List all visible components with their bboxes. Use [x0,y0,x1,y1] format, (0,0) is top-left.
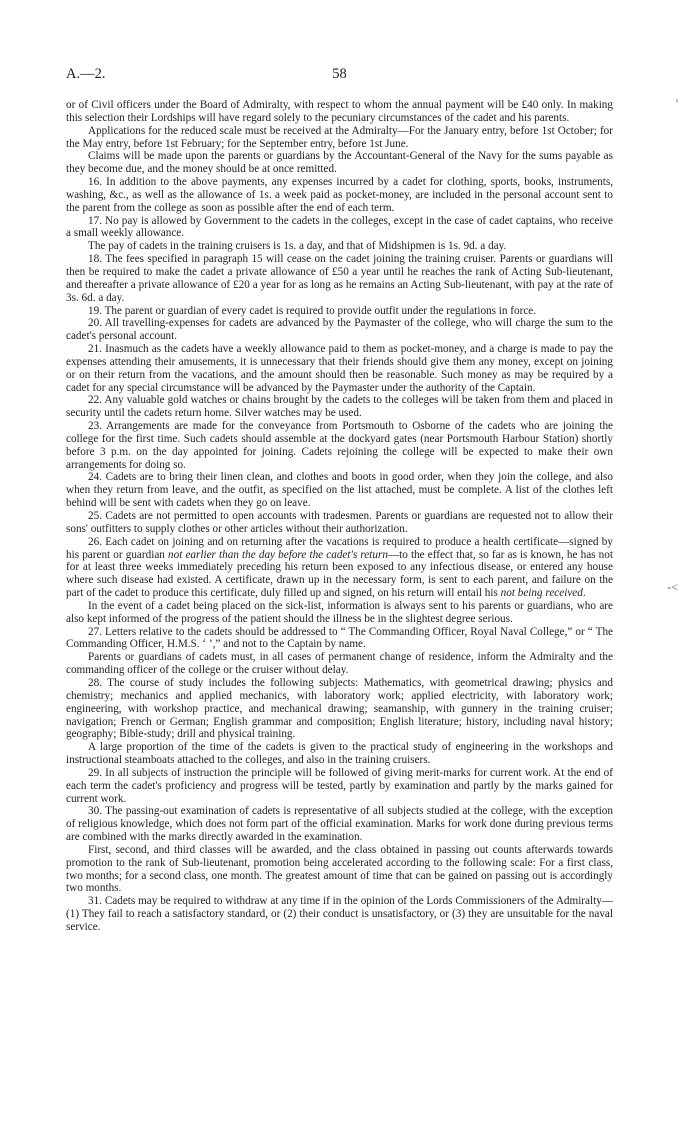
paragraph-23: 23. Arrangements are made for the conveyance from Portsmouth to Osborne of the cadets who are joining the college for the first time. Such cadets should assemble at the dockyard gates (near Portsmouth Harbour Station) shortly before 3 p.m. on the day appointed for joining. Cadets rejoining the college will be expected to make their own arrangements for doing so. [66,420,613,471]
paragraph-30: 30. The passing-out examination of cadets is representative of all subjects studied at the college, with the exception of religious knowledge, which does not form part of the official examination. Marks for work done during previous terms are combined with the marks directly awarded in the examination. [66,805,613,844]
paragraph-16: 16. In addition to the above payments, any expenses incurred by a cadet for clothing, sports, books, instruments, washing, &c., as well as the allowance of 1s. a week paid as pocket-money, are included in the personal account sent to the parent from the college as soon as possible after the end of each term. [66,176,613,214]
text-run: . [582,587,586,600]
text-run: —to the effect that, so far as is known, he has not for at least three weeks immediately preceding his return been exposed to any infectious disease, or entered any house where such disease had existed. A certificate, drawn up in the necessary form, is sent to each parent, and failure on the part of the cadet to produce this certificate, duly filled up and signed, on his return will entail his [66,548,613,600]
margin-mark: ' [675,96,678,110]
page-number: 58 [332,66,347,82]
paragraph: First, second, and third classes will be awarded, and the class obtained in passing out counts afterwards towards promotion to the rank of Sub-lieutenant, promotion being accelerated according to the following scale: For a first class, two months; for a second class, one month. The greatest amount of time that can be gained on passing out is accordingly two months. [66,843,613,895]
paragraph-28: 28. The course of study includes the following subjects: Mathematics, with geometrical drawing; physics and chemistry; mechanics and applied mechanics, with laboratory work; applied electricity, with laboratory work; engineering, with workshop practice, and mechanical drawing; seamanship, with gunnery in the training cruiser; navigation; French or German; English grammar and composition; English literature; history, including naval history; geography; Bible-study; drill and physical training. [66,676,613,741]
paragraph-21: 21. Inasmuch as the cadets have a weekly allowance paid to them as pocket-money, and a charge is made to pay the expenses attending their amusements, it is unnecessary that their friends should give them any money, except on joining or on their return from the vacations, and the amount should then be reasonable. Such money as may be required by a cadet for any special circumstance will be advanced by the Paymaster under the authority of the Captain. [66,343,613,394]
document-reference: A.—2. [66,66,106,82]
paragraph-26 [66,536,613,600]
paragraph-24: 24. Cadets are to bring their linen clean, and clothes and boots in good order, when they join the college, and also when they return from leave, and the outfit, as specified on the list attached, must be complete. A list of the clothes left behind will be sent with cadets when they go on leave. [66,471,613,510]
paragraph-20: 20. All travelling-expenses for cadets are advanced by the Paymaster of the college, who will charge the sum to the cadet's personal account. [66,317,613,343]
paragraph-31: 31. Cadets may be required to withdraw at any time if in the opinion of the Lords Commissioners of the Admiralty—(1) They fail to reach a satisfactory standard, or (2) their conduct is unsatisfactory, or (3) they are unsuitable for the naval service. [66,895,613,933]
paragraph: In the event of a cadet being placed on the sick-list, information is always sent to his parents or guardians, who are also kept informed of the progress of the patient should the illness be in the slightest degree serious. [66,599,613,625]
paragraph-22: 22. Any valuable gold watches or chains brought by the cadets to the colleges will be taken from them and placed in security until the cadets return home. Silver watches may be used. [66,394,613,420]
paragraph: or of Civil officers under the Board of Admiralty, with respect to whom the annual payment will be £40 only. In making this selection their Lordships will have regard solely to the pecuniary circumstances of the cadet and his parents. [66,99,613,124]
italic-text: not earlier than the day before the cadet's return [168,548,388,561]
text-run: 26. Each cadet on joining and on returning after the vacations is required to produce a health certificate—signed by his parent or guardian [66,535,613,561]
paragraph: Parents or guardians of cadets must, in all cases of permanent change of residence, inform the Admiralty and the commanding officer of the college or the cruiser without delay. [66,651,613,677]
italic-text: not being received [500,587,583,600]
paragraph: The pay of cadets in the training cruisers is 1s. a day, and that of Midshipmen is 1s. 9d. a day. [88,240,507,253]
margin-mark: -< [667,580,678,594]
paragraph-27: 27. Letters relative to the cadets should be addressed to “ The Commanding Officer, Royal Naval College,” or “ The Commanding Officer, H.M.S. ‘ ’,” and not to the Captain by name. [66,625,613,651]
paragraph-18: 18. The fees specified in paragraph 15 will cease on the cadet joining the training cruiser. Parents or guardians will then be required to make the cadet a private allowance of £50 a year until he reaches the rank of Acting Sub-lieutenant, and thereafter a private allowance of £20 a year for as long as he remains an Acting Sub-lieutenant, with pay at the rate of 3s. 6d. a day. [66,253,613,304]
paragraph-25: 25. Cadets are not permitted to open accounts with tradesmen. Parents or guardians are requested not to allow their sons' outfitters to supply clothes or other articles without their authorization. [66,510,613,535]
paragraph: Claims will be made upon the parents or guardians by the Accountant-General of the Navy for the sums payable as they become due, and the money should be at once remitted. [66,150,613,176]
paragraph-29: 29. In all subjects of instruction the principle will be followed of giving merit-marks for current work. At the end of each term the cadet's proficiency and progress will be tested, partly by examination and partly by the marks gained for current work. [66,766,613,805]
paragraph-19: 19. The parent or guardian of every cadet is required to provide outfit under the regulations in force. [88,304,537,317]
paragraph: Applications for the reduced scale must be received at the Admiralty—For the January entry, before 1st October; for the May entry, before 1st February; for the September entry, before 1st June. [66,124,613,150]
page-header [66,66,613,86]
document-body [66,99,613,934]
paragraph: A large proportion of the time of the cadets is given to the practical study of engineering in the workshops and instructional steamboats attached to the colleges, and also in the training cruisers. [66,741,613,767]
paragraph-17: 17. No pay is allowed by Government to the cadets in the colleges, except in the case of cadet captains, who receive a small weekly allowance. [66,214,613,240]
